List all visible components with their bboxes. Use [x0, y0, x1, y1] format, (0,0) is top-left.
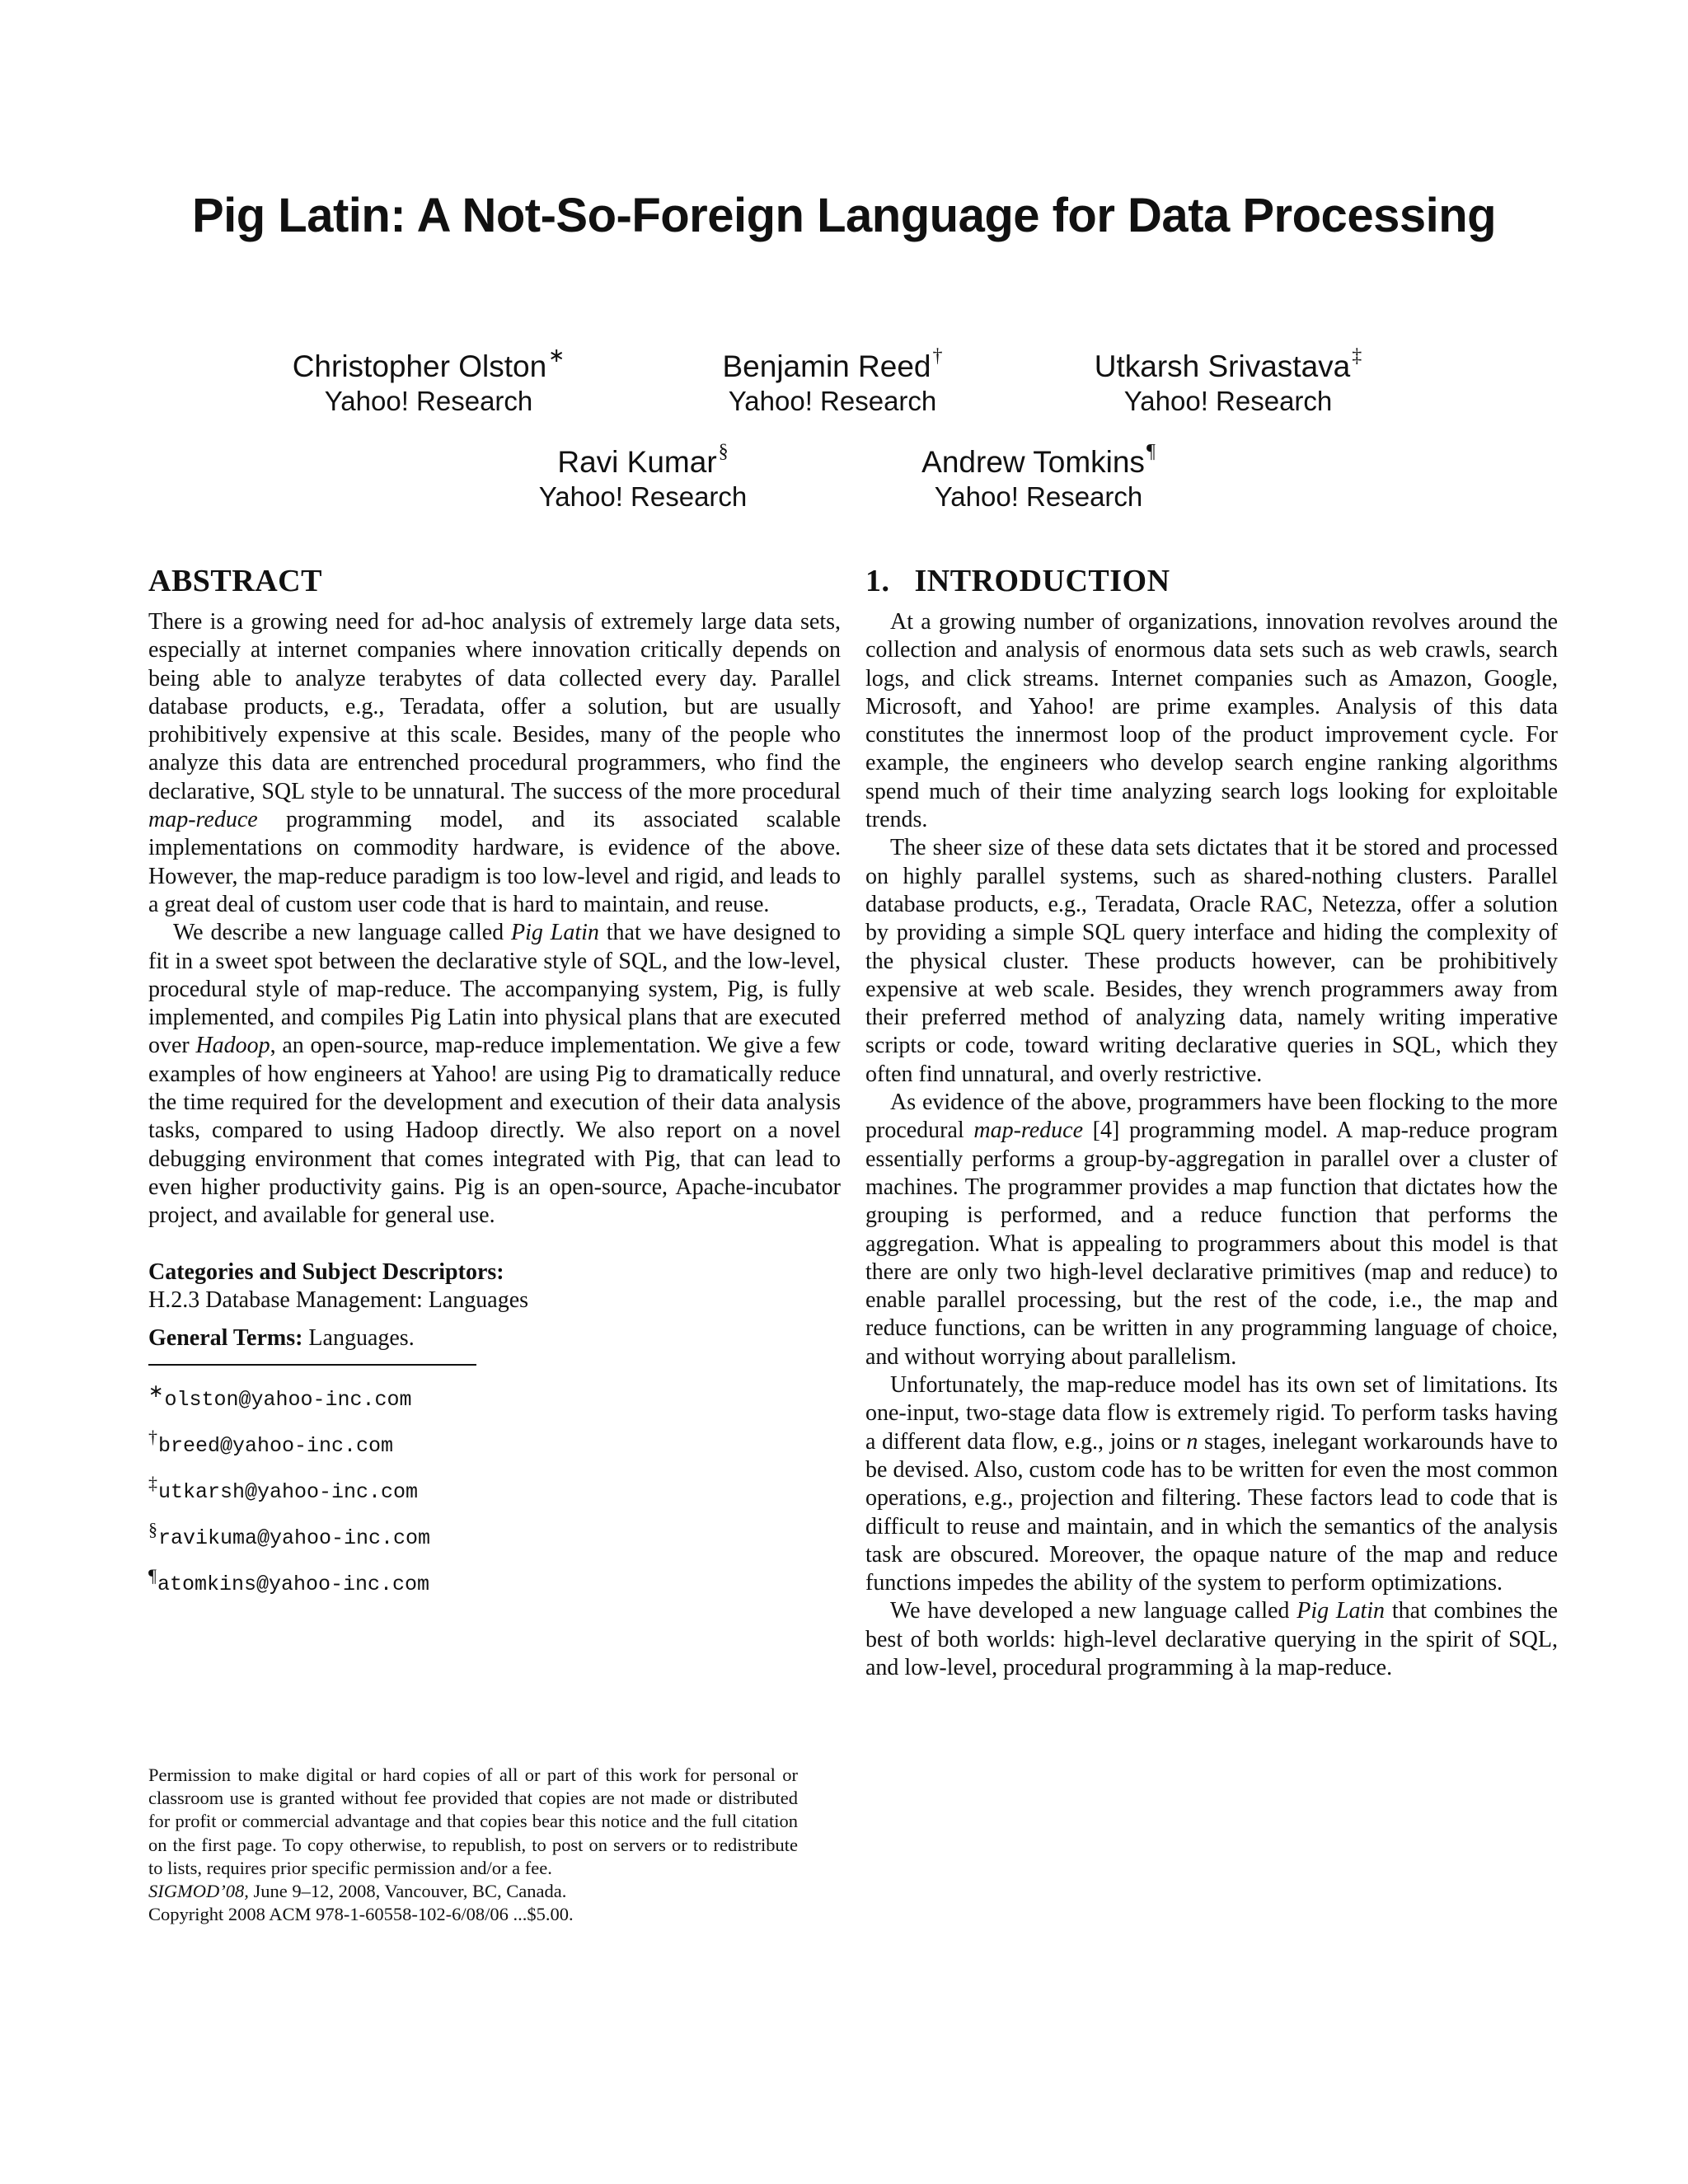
author-name: Ravi Kumar§ [557, 441, 729, 479]
right-column [865, 562, 1558, 1682]
abstract-heading: ABSTRACT [148, 564, 322, 598]
author-affiliation: Yahoo! Research [324, 386, 533, 416]
footnote-mark: § [148, 1518, 157, 1540]
author-block [1071, 338, 1385, 418]
left-column [148, 562, 841, 1603]
general-terms [148, 1324, 841, 1352]
footnote-email: †breed@yahoo-inc.com [148, 1426, 394, 1458]
abstract-paragraph: We describe a new language called Pig Latin that we have designed to fit in a sweet spot between the declarative style of SQL, and the low-level, procedural style of map-reduce. The accompanying system, Pig, is fully implemented, and compiles Pig Latin into physical plans that are executed over Hadoop, an open-source, map-reduce implementation. We give a few examples of how engineers at Yahoo! are using Pig to dramatically reduce the time required for the development and execution of their data analysis tasks, compared to using Hadoop directly. We also report on a novel debugging environment that comes integrated with Pig, that can lead to even higher productivity gains. Pig is an open-source, Apache-incubator project, and available for general use. [148, 920, 841, 1229]
author-name: Christopher Olston∗ [292, 345, 565, 383]
footnote-email: ¶atomkins@yahoo-inc.com [148, 1564, 430, 1596]
introduction-heading [865, 562, 1558, 600]
footnote-divider [148, 1364, 476, 1366]
categories-value: H.2.3 Database Management: Languages [148, 1286, 529, 1313]
footnote-mark: § [718, 441, 729, 462]
footnote-mark: ¶ [1146, 441, 1156, 462]
introduction-body [865, 608, 1558, 1682]
permission-notice [148, 1764, 798, 1926]
author-name: Benjamin Reed† [722, 345, 943, 383]
copyright-line: Copyright 2008 ACM 978-1-60558-102-6/08/06 ...$5.00. [148, 1904, 574, 1925]
categories-label: Categories and Subject Descriptors: [148, 1258, 504, 1285]
section-number: 1. [865, 564, 890, 598]
footnote-mark: † [148, 1426, 157, 1447]
permission-text: Permission to make digital or hard copies of all or part of this work for personal or classroom use is granted without fee provided that copies are not made or distributed for profit or commercial advantage and that copies bear this notice and the full citation on the first page. To copy otherwise, to republish, to post on servers or to redistribute to lists, requires prior specific permission and/or a fee. [148, 1765, 798, 1878]
intro-paragraph: As evidence of the above, programmers have been flocking to the more procedural map-reduce [4] programming model. A map-reduce program essentially performs a group-by-aggregation in parallel over a cluster of machines. The programmer provides a map function that dictates how the grouping is performed, and a reduce function that performs the aggregation. What is appealing to programmers about this model is that there are only two high-level declarative primitives (map and reduce) to enable parallel processing, but the rest of the code, i.e., the map and reduce functions, can be written in any programming language of choice, and without worrying about parallelism. [865, 1090, 1558, 1370]
author-affiliation: Yahoo! Research [934, 481, 1143, 512]
author-block [272, 338, 585, 418]
footnote-mark: ‡ [1352, 345, 1362, 367]
author-block [692, 338, 973, 418]
footnote-email: §ravikuma@yahoo-inc.com [148, 1518, 431, 1550]
footnote-mark: † [932, 345, 943, 367]
general-terms-label: General Terms: [148, 1324, 303, 1351]
author-affiliation: Yahoo! Research [1123, 386, 1333, 416]
author-name: Andrew Tomkins¶ [921, 441, 1156, 479]
author-affiliation: Yahoo! Research [538, 481, 748, 512]
footnote-email: ∗olston@yahoo-inc.com [148, 1380, 412, 1412]
intro-paragraph: At a growing number of organizations, innovation revolves around the collection and analysis of enormous data sets such as web crawls, search logs, and click streams. Internet companies such as Amazon, Google, Microsoft, and Yahoo! are prime examples. Analysis of this data constitutes the innermost loop of the product improvement cycle. For example, the engineers who develop search engine ranking algorithms spend much of their time analyzing search logs looking for exploitable trends. [865, 609, 1558, 833]
footnote-mark: ∗ [148, 1380, 164, 1401]
categories-descriptors [148, 1258, 841, 1315]
general-terms-value: Languages. [308, 1324, 415, 1351]
intro-paragraph: Unfortunately, the map-reduce model has its own set of limitations. Its one-input, two-stage data flow is extremely rigid. To perform tasks having a different data flow, e.g., joins or n stages, inelegant workarounds have to be devised. Also, custom code has to be written for even the most common operations, e.g., projection and filtering. These factors lead to code that is difficult to reuse and maintain, and in which the semantics of the analysis task are obscured. Moreover, the opaque nature of the map and reduce functions impedes the ability of the system to perform optimizations. [865, 1372, 1558, 1596]
section-title: INTRODUCTION [914, 564, 1170, 598]
footnote-mark: ¶ [148, 1564, 157, 1586]
abstract-paragraph: There is a growing need for ad-hoc analysis of extremely large data sets, especially at internet companies where innovation critically depends on being able to analyze terabytes of data collected every day. Parallel database products, e.g., Teradata, offer a solution, but are usually prohibitively expensive at this scale. Besides, many of the people who analyze this data are entrenched procedural programmers, who find the declarative, SQL style to be unnatural. The success of the more procedural map-reduce programming model, and its associated scalable implementations on commodity hardware, is evidence of the above. However, the map-reduce paradigm is too low-level and rigid, and leads to a great deal of custom user code that is hard to maintain, and reuse. [148, 609, 841, 917]
author-affiliation: Yahoo! Research [728, 386, 937, 416]
footnote-mark: ‡ [148, 1472, 157, 1493]
intro-paragraph: The sheer size of these data sets dictates that it be stored and processed on highly parallel systems, such as shared-nothing clusters. Parallel database products, e.g., Teradata, Oracle RAC, Netezza, offer a solution by providing a simple SQL query interface and hiding the complexity of the physical cluster. These products however, can be prohibitively expensive at web scale. Besides, they wrench programmers away from their preferred method of analyzing data, namely writing imperative scripts or code, toward writing declarative queries in SQL, which they often find unnatural, and overly restrictive. [865, 835, 1558, 1087]
author-block [898, 434, 1179, 513]
paper-title: Pig Latin: A Not-So-Foreign Language for Data Processing [191, 189, 1497, 242]
author-block [511, 434, 775, 513]
footnote-email: ‡utkarsh@yahoo-inc.com [148, 1472, 419, 1504]
author-name: Utkarsh Srivastava‡ [1094, 345, 1362, 383]
footnote-mark: ∗ [548, 345, 565, 367]
abstract-body [148, 608, 841, 1230]
conference-line: SIGMOD’08, June 9–12, 2008, Vancouver, BC, Canada. [148, 1881, 567, 1902]
intro-paragraph: We have developed a new language called Pig Latin that combines the best of both worlds: high-level declarative querying in the spirit of SQL, and low-level, procedural programming à la map-reduce. [865, 1598, 1558, 1680]
footnote-list [148, 1372, 841, 1603]
